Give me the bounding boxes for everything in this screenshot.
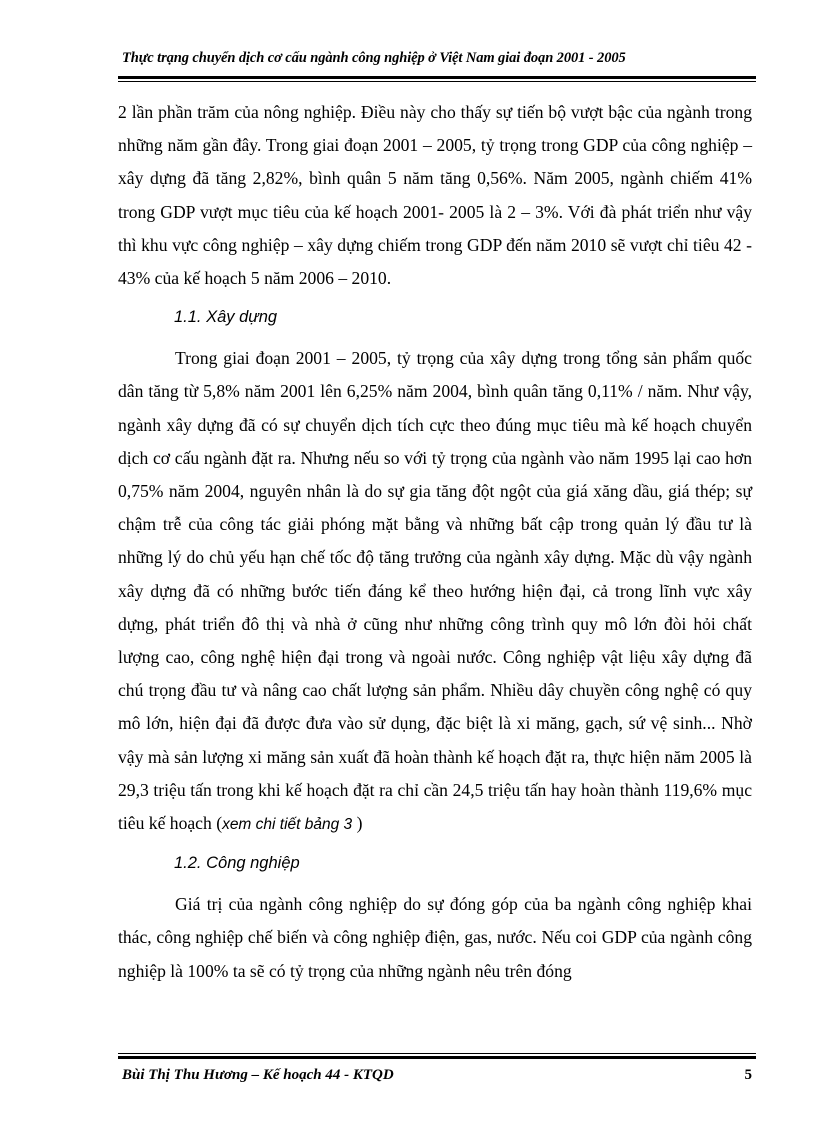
page-number: 5 (744, 1067, 752, 1083)
paragraph-intro: 2 lần phần trăm của nông nghiệp. Điều này cho thấy sự tiến bộ vượt bậc của ngành trong những năm gần đây. Trong giai đoạn 2001 – 2005, tỷ trọng trong GDP của công nghiệp – xây dựng đã tăng 2,82%, bình quân 5 năm tăng 0,56%. Năm 2005, ngành chiếm 41% trong GDP vượt mục tiêu của kế hoạch 2001- 2005 là 2 – 3%. Với đà phát triển như vậy thì khu vực công nghiệp – xây dựng chiếm trong GDP đến năm 2010 sẽ vượt chỉ tiêu 42 - 43% của kế hoạch 5 năm 2006 – 2010. (118, 102, 752, 289)
paragraph-construction-end: ) (352, 813, 363, 834)
paragraph-construction (118, 342, 752, 841)
paragraph-industry: Giá trị của ngành công nghiệp do sự đóng góp của ba ngành công nghiệp khai thác, công nghiệp chế biến và công nghiệp điện, gas, nước. Nếu coi GDP của ngành công nghiệp là 100% ta sẽ có tỷ trọng của những ngành nêu trên đóng (118, 894, 752, 981)
section-heading-industry: 1.2. Công nghiệp (174, 854, 300, 873)
footer-rule-thin (118, 1053, 756, 1054)
footer-rule-thick (118, 1056, 756, 1059)
body-text (118, 96, 752, 988)
table-reference: xem chi tiết bảng 3 (222, 816, 353, 834)
document-page (118, 38, 756, 1088)
header-rule-thin (118, 81, 756, 82)
paragraph-construction-text: Trong giai đoạn 2001 – 2005, tỷ trọng của xây dựng trong tổng sản phẩm quốc dân tăng từ 5,8% năm 2001 lên 6,25% năm 2004, bình quân tăng 0,11% / năm. Như vậy, ngành xây dựng đã có sự chuyển dịch tích cực theo đúng mục tiêu mà kế hoạch chuyển dịch cơ cấu ngành đặt ra. Nhưng nếu so với tỷ trọng của ngành vào năm 1995 lại cao hơn 0,75% năm 2004, nguyên nhân là do sự gia tăng đột ngột của giá xăng dầu, giá thép; sự chậm trễ của công tác giải phóng mặt bằng và những bất cập trong quản lý đầu tư là những lý do chủ yếu hạn chế tốc độ tăng trưởng của ngành xây dựng. Mặc dù vậy ngành xây dựng đã có những bước tiến đáng kể theo hướng hiện đại, cả trong lĩnh vực xây dựng, phát triển đô thị và nhà ở cũng như những công trình quy mô lớn đòi hỏi chất lượng cao, công nghệ hiện đại trong và ngoài nước. Công nghiệp vật liệu xây dựng đã chú trọng đầu tư và nâng cao chất lượng sản phẩm. Nhiều dây chuyền công nghệ có quy mô lớn, hiện đại đã được đưa vào sử dụng, đặc biệt là xi măng, gạch, sứ vệ sinh... Nhờ vậy mà sản lượng xi măng sản xuất đã hoàn thành kế hoạch đặt ra, thực hiện năm 2005 là 29,3 triệu tấn trong khi kế hoạch đặt ra chỉ cần 24,5 triệu tấn hay hoàn thành 119,6% mục tiêu kế hoạch ( (118, 348, 752, 834)
footer-author: Bùi Thị Thu Hương – Kế hoạch 44 - KTQD (122, 1067, 394, 1083)
section-heading-construction: 1.1. Xây dựng (174, 308, 278, 327)
header-rule-thick (118, 76, 756, 79)
running-header-title: Thực trạng chuyển dịch cơ cấu ngành công nghiệp ở Việt Nam giai đoạn 2001 - 2005 (122, 50, 626, 66)
